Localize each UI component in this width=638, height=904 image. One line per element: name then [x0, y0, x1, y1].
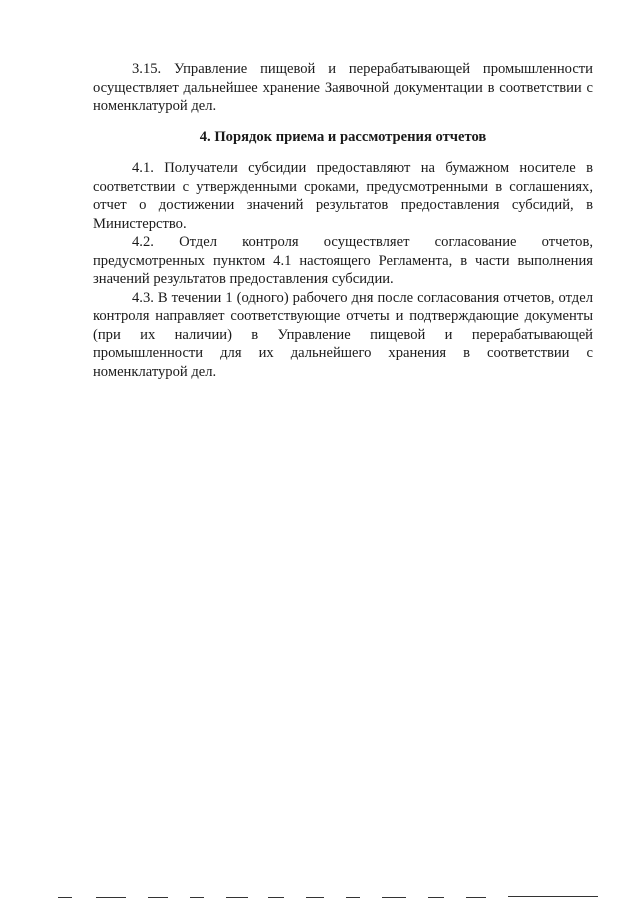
section-4-heading: 4. Порядок приема и рассмотрения отчетов: [199, 129, 487, 145]
scan-artifact-line: [346, 897, 360, 898]
scan-artifact-line: [58, 897, 72, 898]
scan-artifact-line: [306, 897, 324, 898]
section-3-tail: [93, 60, 593, 116]
paragraph-4-2: 4.2. Отдел контроля осуществляет согласование отчетов, предусмотренных пунктом 4.1 настоящего Регламента, в части выполнения значений результатов предоставления субсидии.: [93, 234, 593, 287]
scan-artifact-line: [148, 897, 168, 898]
paragraph-4-1: 4.1. Получатели субсидии предоставляют на бумажном носителе в соответствии с утвержденными сроками, предусмотренными в соглашениях, отчет о достижении значений результатов предоставления субсидий, в Министерство.: [93, 160, 593, 232]
scan-artifact-line: [226, 897, 248, 898]
scan-artifact-line: [268, 897, 284, 898]
scan-artifact-line: [382, 897, 406, 898]
scan-artifact-line: [508, 896, 598, 897]
section-4-body: [93, 159, 593, 381]
scan-artifact-line: [190, 897, 204, 898]
paragraph-4-3: 4.3. В течении 1 (одного) рабочего дня после согласования отчетов, отдел контроля направляет соответствующие отчеты и подтверждающие документы (при их наличии) в Управление пищевой и перерабатывающей промышленности для их дальнейшего хранения в соответствии с номенклатурой дел.: [93, 289, 593, 380]
paragraph-3-15: 3.15. Управление пищевой и перерабатывающей промышленности осуществляет дальнейшее хранение Заявочной документации в соответствии с номенклатурой дел.: [93, 61, 593, 114]
scan-artifact-line: [96, 897, 126, 898]
scan-artifact-line: [428, 897, 444, 898]
scan-artifact-line: [466, 897, 486, 898]
